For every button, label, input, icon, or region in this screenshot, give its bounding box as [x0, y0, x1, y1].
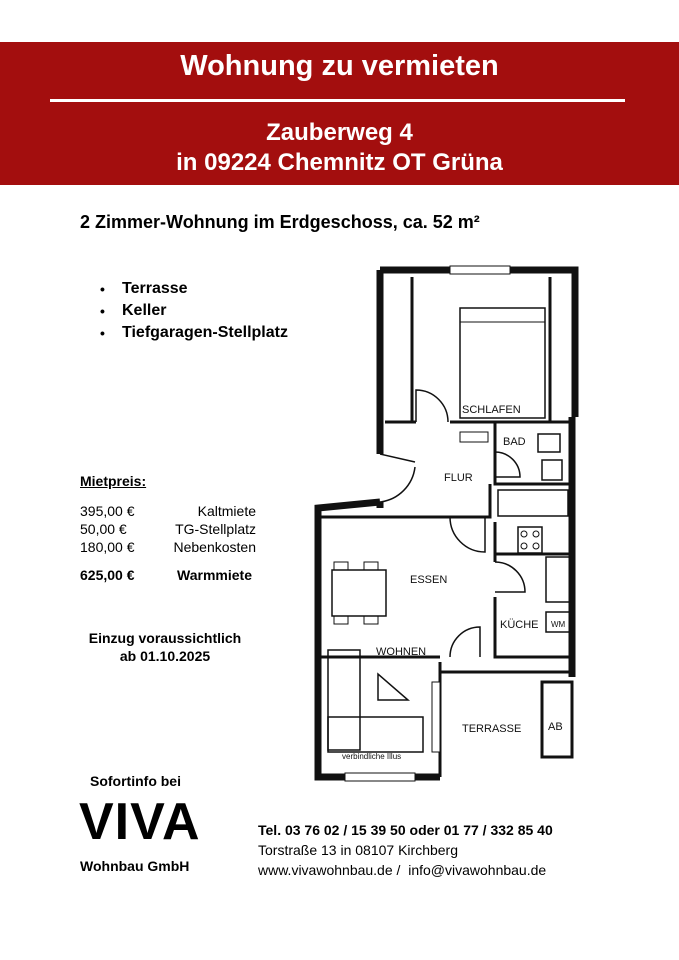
- header-address: [0, 118, 679, 178]
- door-terrace: [450, 627, 480, 657]
- price-row: [80, 521, 256, 539]
- header-address-street: Zauberweg 4: [266, 119, 413, 146]
- wall-kitchen: [495, 522, 572, 657]
- kitchen-counter-icon: [546, 557, 570, 602]
- feature-label: Tiefgaragen-Stellplatz: [122, 324, 288, 341]
- company-subtitle: Wohnbau GmbH: [80, 858, 190, 874]
- contact-separator: /: [392, 862, 409, 878]
- room-label-bath: BAD: [503, 436, 526, 448]
- chair-icon: [334, 616, 348, 624]
- burner-icon: [521, 531, 527, 537]
- bed-icon: [460, 308, 545, 418]
- header-divider: [50, 99, 625, 102]
- header-banner: [0, 42, 679, 185]
- dining-table-icon: [332, 570, 386, 616]
- shower-icon: [498, 490, 568, 516]
- price-label: Kaltmiete: [197, 503, 256, 519]
- bullet-icon: •: [100, 325, 105, 341]
- window-terrace-door: [432, 682, 440, 752]
- email-link[interactable]: info@vivawohnbau.de: [408, 862, 547, 878]
- toilet-icon: [542, 460, 562, 480]
- room-label-kitchen: KÜCHE: [500, 619, 539, 631]
- chair-icon: [364, 616, 378, 624]
- window-living: [345, 773, 415, 781]
- price-amount: 180,00 €: [80, 539, 135, 555]
- wall-bath: [495, 422, 572, 484]
- storage-room: [542, 682, 572, 757]
- price-amount: 395,00 €: [80, 503, 135, 519]
- door-living: [450, 517, 485, 552]
- header-address-city: in 09224 Chemnitz OT Grüna: [176, 149, 503, 176]
- wall-hall-bottom: [318, 484, 490, 517]
- room-label-storage: AB: [548, 721, 563, 733]
- list-item: [100, 278, 288, 300]
- door-entrance: [380, 454, 415, 502]
- price-label: Nebenkosten: [173, 539, 256, 555]
- chair-icon: [364, 562, 378, 570]
- company-logo: VIVA: [79, 793, 201, 851]
- room-label-wm: WM: [551, 620, 566, 629]
- move-in-date: ab 01.10.2025: [119, 648, 211, 664]
- feature-label: Terrasse: [122, 280, 188, 297]
- door-kitchen: [495, 562, 525, 592]
- contact-web: [258, 862, 546, 878]
- move-in-line: Einzug voraussichtlich: [88, 630, 242, 646]
- price-label: TG-Stellplatz: [175, 521, 256, 537]
- list-item: [100, 300, 288, 322]
- burner-icon: [521, 543, 527, 549]
- door-bedroom: [416, 390, 448, 422]
- window-bedroom: [450, 266, 510, 274]
- floor-plan: [310, 262, 585, 797]
- bullet-icon: •: [100, 303, 105, 319]
- price-amount: 50,00 €: [80, 521, 127, 537]
- sofa-corner-icon: [328, 717, 423, 752]
- feature-label: Keller: [122, 302, 167, 319]
- door-bath: [495, 452, 520, 477]
- move-in-info: [70, 629, 260, 665]
- price-heading: Mietpreis:: [80, 473, 147, 489]
- burner-icon: [533, 543, 539, 549]
- contact-phone: Tel. 03 76 02 / 15 39 50 oder 01 77 / 332 85 40: [258, 822, 553, 838]
- feature-list: [100, 278, 288, 344]
- wall-living-outer: [318, 502, 440, 777]
- chair-icon: [334, 562, 348, 570]
- sofa-icon: [328, 650, 360, 750]
- price-row: [80, 503, 256, 521]
- room-label-bedroom: SCHLAFEN: [462, 404, 521, 416]
- room-label-hall: FLUR: [444, 472, 473, 484]
- radiator-icon: [460, 432, 488, 442]
- price-total-amount: 625,00 €: [80, 567, 135, 583]
- floorplan-disclaimer: verbindliche Illus: [342, 752, 402, 761]
- floor-plan-walls: [318, 270, 575, 777]
- sink-icon: [538, 434, 560, 452]
- apartment-summary: 2 Zimmer-Wohnung im Erdgeschoss, ca. 52 m²: [80, 212, 480, 232]
- coffee-table-icon: [378, 674, 408, 700]
- room-label-living: WOHNEN: [376, 646, 427, 658]
- contact-intro: Sofortinfo bei: [90, 773, 181, 789]
- price-total-label: Warmmiete: [177, 567, 252, 583]
- header-title: Wohnung zu vermieten: [180, 50, 499, 82]
- room-label-terrace: TERRASSE: [462, 723, 522, 735]
- website-link[interactable]: www.vivawohnbau.de: [258, 862, 393, 878]
- floor-plan-doors: [380, 390, 525, 657]
- price-row: [80, 539, 256, 557]
- price-total: [80, 567, 256, 585]
- stove-icon: [518, 527, 542, 553]
- list-item: [100, 322, 288, 344]
- burner-icon: [533, 531, 539, 537]
- bullet-icon: •: [100, 281, 105, 297]
- room-label-dining: ESSEN: [410, 574, 448, 586]
- contact-address: Torstraße 13 in 08107 Kirchberg: [258, 842, 458, 858]
